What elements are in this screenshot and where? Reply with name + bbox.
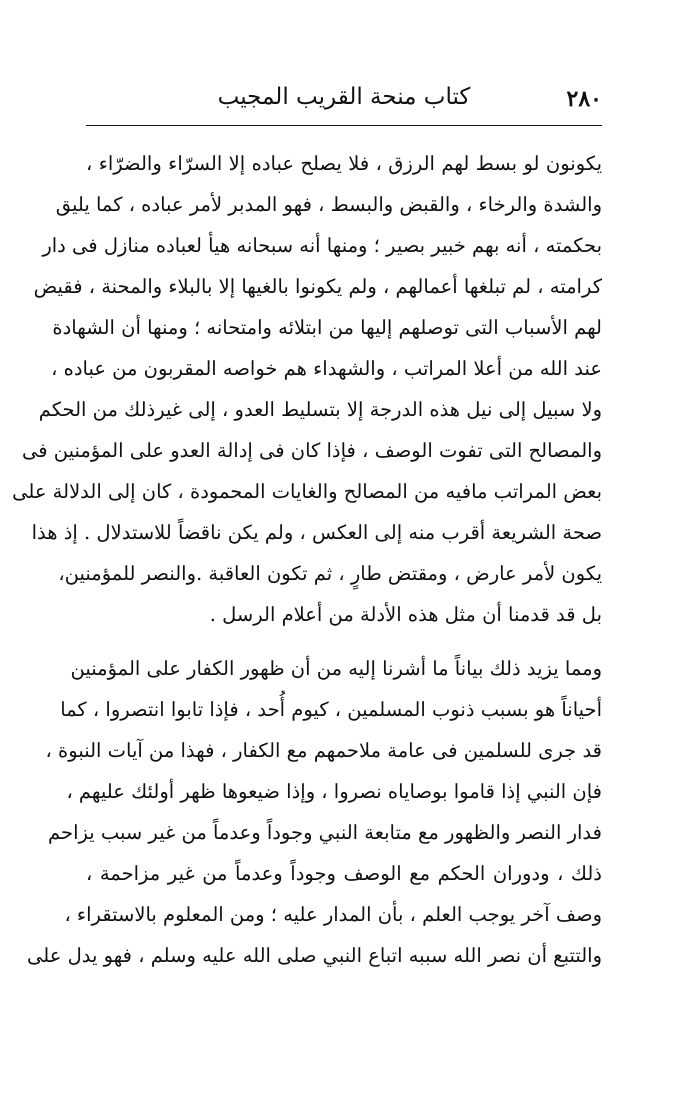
paragraph-gap xyxy=(86,635,602,648)
text-line: يكون لأمر عارض ، ومقتض طارٍ ، ثم تكون العاقبة .والنصر للمؤمنين، xyxy=(58,562,602,585)
text-line: كرامته ، لم تبلغها أعمالهم ، ولم يكونوا بالغيها إلا بالبلاء والمحنة ، فقيض xyxy=(33,275,602,298)
text-line: يكونون لو بسط لهم الرزق ، فلا يصلح عباده إلا السرّاء والضرّاء ، xyxy=(86,152,602,175)
page-header xyxy=(86,84,602,124)
body-text xyxy=(12,143,602,976)
text-line: والتتبع أن نصر الله سببه اتباع النبي صلى الله عليه وسلم ، فهو يدل على xyxy=(27,944,602,967)
text-line: فدار النصر والظهور مع متابعة النبي وجوداً وعدماً من غير سبب يزاحم xyxy=(48,821,602,844)
text-line: ومما يزيد ذلك بياناً ما أشرنا إليه من أن ظهور الكفار على المؤمنين xyxy=(70,657,602,680)
text-line: ولا سبيل إلى نيل هذه الدرجة إلا بتسليط العدو ، إلى غيرذلك من الحكم xyxy=(38,398,602,421)
header-rule xyxy=(86,125,602,126)
text-line: والشدة والرخاء ، والقبض والبسط ، فهو المدبر لأمر عباده ، كما يليق xyxy=(55,193,602,216)
text-line: فإن النبي إذا قاموا بوصاياه نصروا ، وإذا ضيعوها ظهر أولئك عليهم ، xyxy=(66,780,602,803)
text-line: بعض المراتب مافيه من المصالح والغايات المحمودة ، كان إلى الدلالة على xyxy=(12,480,602,503)
text-line: ذلك ، ودوران الحكم مع الوصف وجوداً وعدماً من غير مزاحمة ، xyxy=(86,862,602,885)
text-line: أحياناً هو بسبب ذنوب المسلمين ، كيوم أُحد ، فإذا تابوا انتصروا ، كما xyxy=(60,698,602,721)
paragraph-2 xyxy=(27,648,602,976)
book-title: كتاب منحة القريب المجيب xyxy=(217,84,471,110)
text-line: قد جرى للسلمين فى عامة ملاحمهم مع الكفار ، فهذا من آيات النبوة ، xyxy=(45,739,602,762)
paragraph-1 xyxy=(12,143,602,635)
text-line: بحكمته ، أنه بهم خبير بصير ؛ ومنها أنه سبحانه هيأ لعباده منازل فى دار xyxy=(42,234,602,257)
text-line: عند الله من أعلا المراتب ، والشهداء هم خواصه المقربون من عباده ، xyxy=(51,357,602,380)
page-number: ٢٨٠ xyxy=(566,86,602,112)
text-line: وصف آخر يوجب العلم ، بأن المدار عليه ؛ ومن المعلوم بالاستقراء ، xyxy=(64,903,602,926)
text-line: بل قد قدمنا أن مثل هذه الأدلة من أعلام الرسل . xyxy=(209,603,602,626)
text-line: والمصالح التى تفوت الوصف ، فإذا كان فى إدالة العدو على المؤمنين فى xyxy=(21,439,602,462)
text-line: صحة الشريعة أقرب منه إلى العكس ، ولم يكن ناقضاً للاستدلال . إذ هذا xyxy=(31,521,602,544)
text-line: لهم الأسباب التى توصلهم إليها من ابتلائه وامتحانه ؛ ومنها أن الشهادة xyxy=(52,316,602,339)
